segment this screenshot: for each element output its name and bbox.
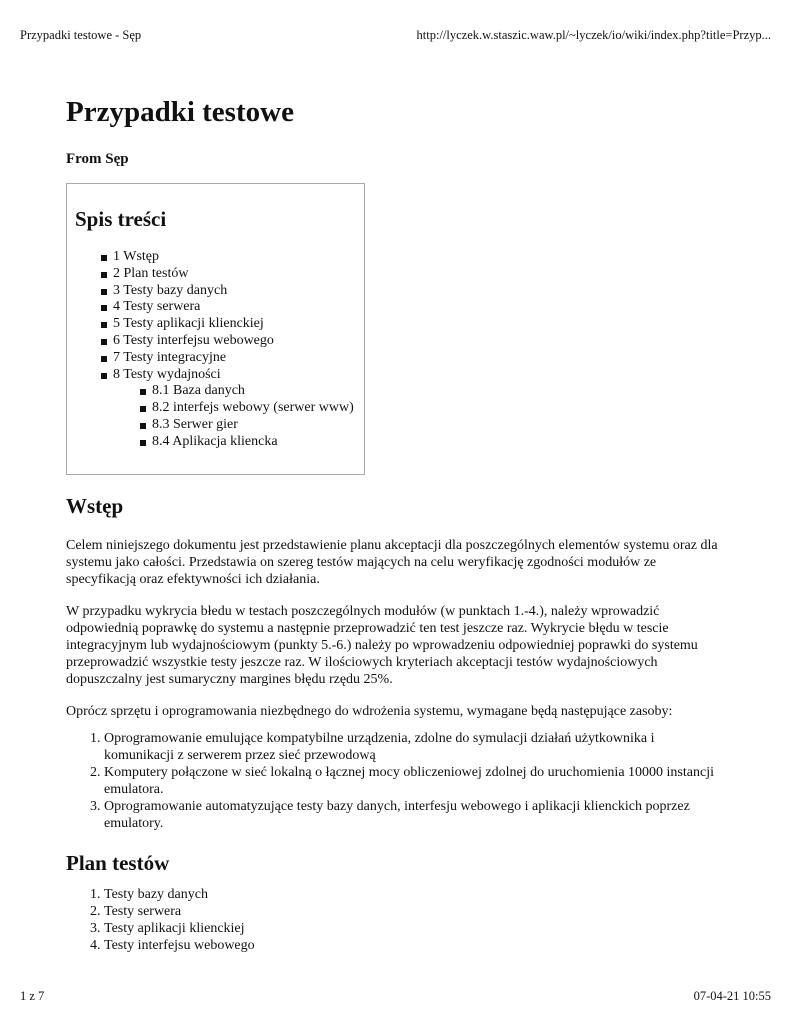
toc-item-label: 8.2 interfejs webowy (serwer www) bbox=[152, 400, 354, 416]
square-bullet-icon bbox=[101, 272, 107, 278]
print-header-url: http://lyczek.w.staszic.waw.pl/~lyczek/io/wiki/index.php?title=Przyp... bbox=[416, 28, 771, 42]
table-of-contents bbox=[66, 183, 365, 475]
square-bullet-icon bbox=[101, 305, 107, 311]
toc-list bbox=[75, 249, 356, 451]
intro-paragraph-2: W przypadku wykrycia błedu w testach poszczególnych modułów (w punktach 1.-4.), należy wprowadzić odpowiednią poprawkę do systemu a następnie przeprowadzić ten test jeszcze raz. Wykrycie błędu w tescie integracyjnym lub wydajnościowym (punkty 5.-6.) należy po wprowadzeniu odpowiedniej poprawki do systemu przeprowadzić wszystkie testy jeszcze raz. W ilościowych kryteriach akceptacji testów wydajnościowych dopuszczalny jest sumaryczny margines błędu rzędu 25%. bbox=[66, 604, 698, 687]
toc-item-label: 5 Testy aplikacji klienckiej bbox=[113, 316, 264, 332]
list-item: 4. Testy interfejsu webowego bbox=[104, 937, 726, 954]
section-heading-intro: Wstęp bbox=[66, 494, 124, 518]
toc-item-label: 6 Testy interfejsu webowego bbox=[113, 332, 274, 348]
page-title: Przypadki testowe bbox=[66, 96, 294, 128]
print-footer bbox=[20, 989, 771, 1007]
toc-item-label: 1 Wstęp bbox=[113, 249, 160, 264]
square-bullet-icon bbox=[140, 423, 146, 429]
toc-item-1[interactable] bbox=[75, 249, 356, 266]
plan-list bbox=[66, 886, 726, 954]
from-line: From Sęp bbox=[66, 151, 129, 167]
toc-subitem-8-2[interactable] bbox=[75, 400, 356, 417]
square-bullet-icon bbox=[101, 322, 107, 328]
intro-paragraph-1: Celem niniejszego dokumentu jest przedstawienie planu akceptacji dla poszczególnych elementów systemu oraz dla systemu jako całości. Przedstawia on szereg testów mających na celu weryfikację zgodności modułów ze specyfikacją oraz efektywności ich działania. bbox=[66, 538, 718, 587]
list-item: 2. Komputery połączone w sieć lokalną o łącznej mocy obliczeniowej zdolnej do uruchomienia 10000 instancji emulatora. bbox=[104, 764, 726, 798]
toc-subitem-8-3[interactable] bbox=[75, 417, 356, 434]
list-item: 1. Testy bazy danych bbox=[104, 886, 726, 903]
toc-item-7[interactable] bbox=[75, 350, 356, 367]
list-item: 1. Oprogramowanie emulujące kompatybilne urządzenia, zdolne do symulacji działań użytkownika i komunikacji z serwerem przez sieć przewodową bbox=[104, 730, 726, 764]
toc-item-2[interactable] bbox=[75, 266, 356, 283]
toc-item-label: 7 Testy integracyjne bbox=[113, 349, 227, 365]
square-bullet-icon bbox=[140, 406, 146, 412]
toc-item-8[interactable] bbox=[75, 367, 356, 384]
toc-item-6[interactable] bbox=[75, 333, 356, 350]
square-bullet-icon bbox=[101, 356, 107, 362]
square-bullet-icon bbox=[101, 289, 107, 295]
toc-item-5[interactable] bbox=[75, 316, 356, 333]
toc-heading: Spis treści bbox=[75, 207, 167, 231]
intro-paragraph-3: Oprócz sprzętu i oprogramowania niezbędnego do wdrożenia systemu, wymagane będą następujące zasoby: bbox=[66, 704, 673, 719]
square-bullet-icon bbox=[101, 373, 107, 379]
print-timestamp: 07-04-21 10:55 bbox=[693, 989, 771, 1003]
list-item: 3. Oprogramowanie automatyzujące testy bazy danych, interfesju webowego i aplikacji klienckich poprzez emulatory. bbox=[104, 798, 726, 832]
toc-item-3[interactable] bbox=[75, 283, 356, 300]
toc-item-4[interactable] bbox=[75, 299, 356, 316]
list-item: 3. Testy aplikacji klienckiej bbox=[104, 920, 726, 937]
square-bullet-icon bbox=[140, 440, 146, 446]
toc-item-label: 8.3 Serwer gier bbox=[152, 416, 238, 432]
toc-item-label: 8.4 Aplikacja kliencka bbox=[152, 433, 278, 449]
toc-item-label: 8.1 Baza danych bbox=[152, 383, 245, 399]
toc-item-label: 2 Plan testów bbox=[113, 265, 189, 281]
print-header bbox=[20, 28, 771, 46]
toc-subitem-8-1[interactable] bbox=[75, 383, 356, 400]
toc-item-label: 4 Testy serwera bbox=[113, 299, 201, 315]
page-counter: 1 z 7 bbox=[20, 989, 45, 1003]
square-bullet-icon bbox=[140, 389, 146, 395]
square-bullet-icon bbox=[101, 339, 107, 345]
article-content bbox=[66, 88, 726, 960]
resources-list bbox=[66, 730, 726, 832]
toc-item-label: 8 Testy wydajności bbox=[113, 366, 221, 382]
print-header-title: Przypadki testowe - Sęp bbox=[20, 28, 142, 42]
section-heading-plan: Plan testów bbox=[66, 851, 170, 875]
list-item: 2. Testy serwera bbox=[104, 903, 726, 920]
toc-item-label: 3 Testy bazy danych bbox=[113, 282, 228, 298]
square-bullet-icon bbox=[101, 255, 107, 261]
toc-subitem-8-4[interactable] bbox=[75, 434, 356, 451]
